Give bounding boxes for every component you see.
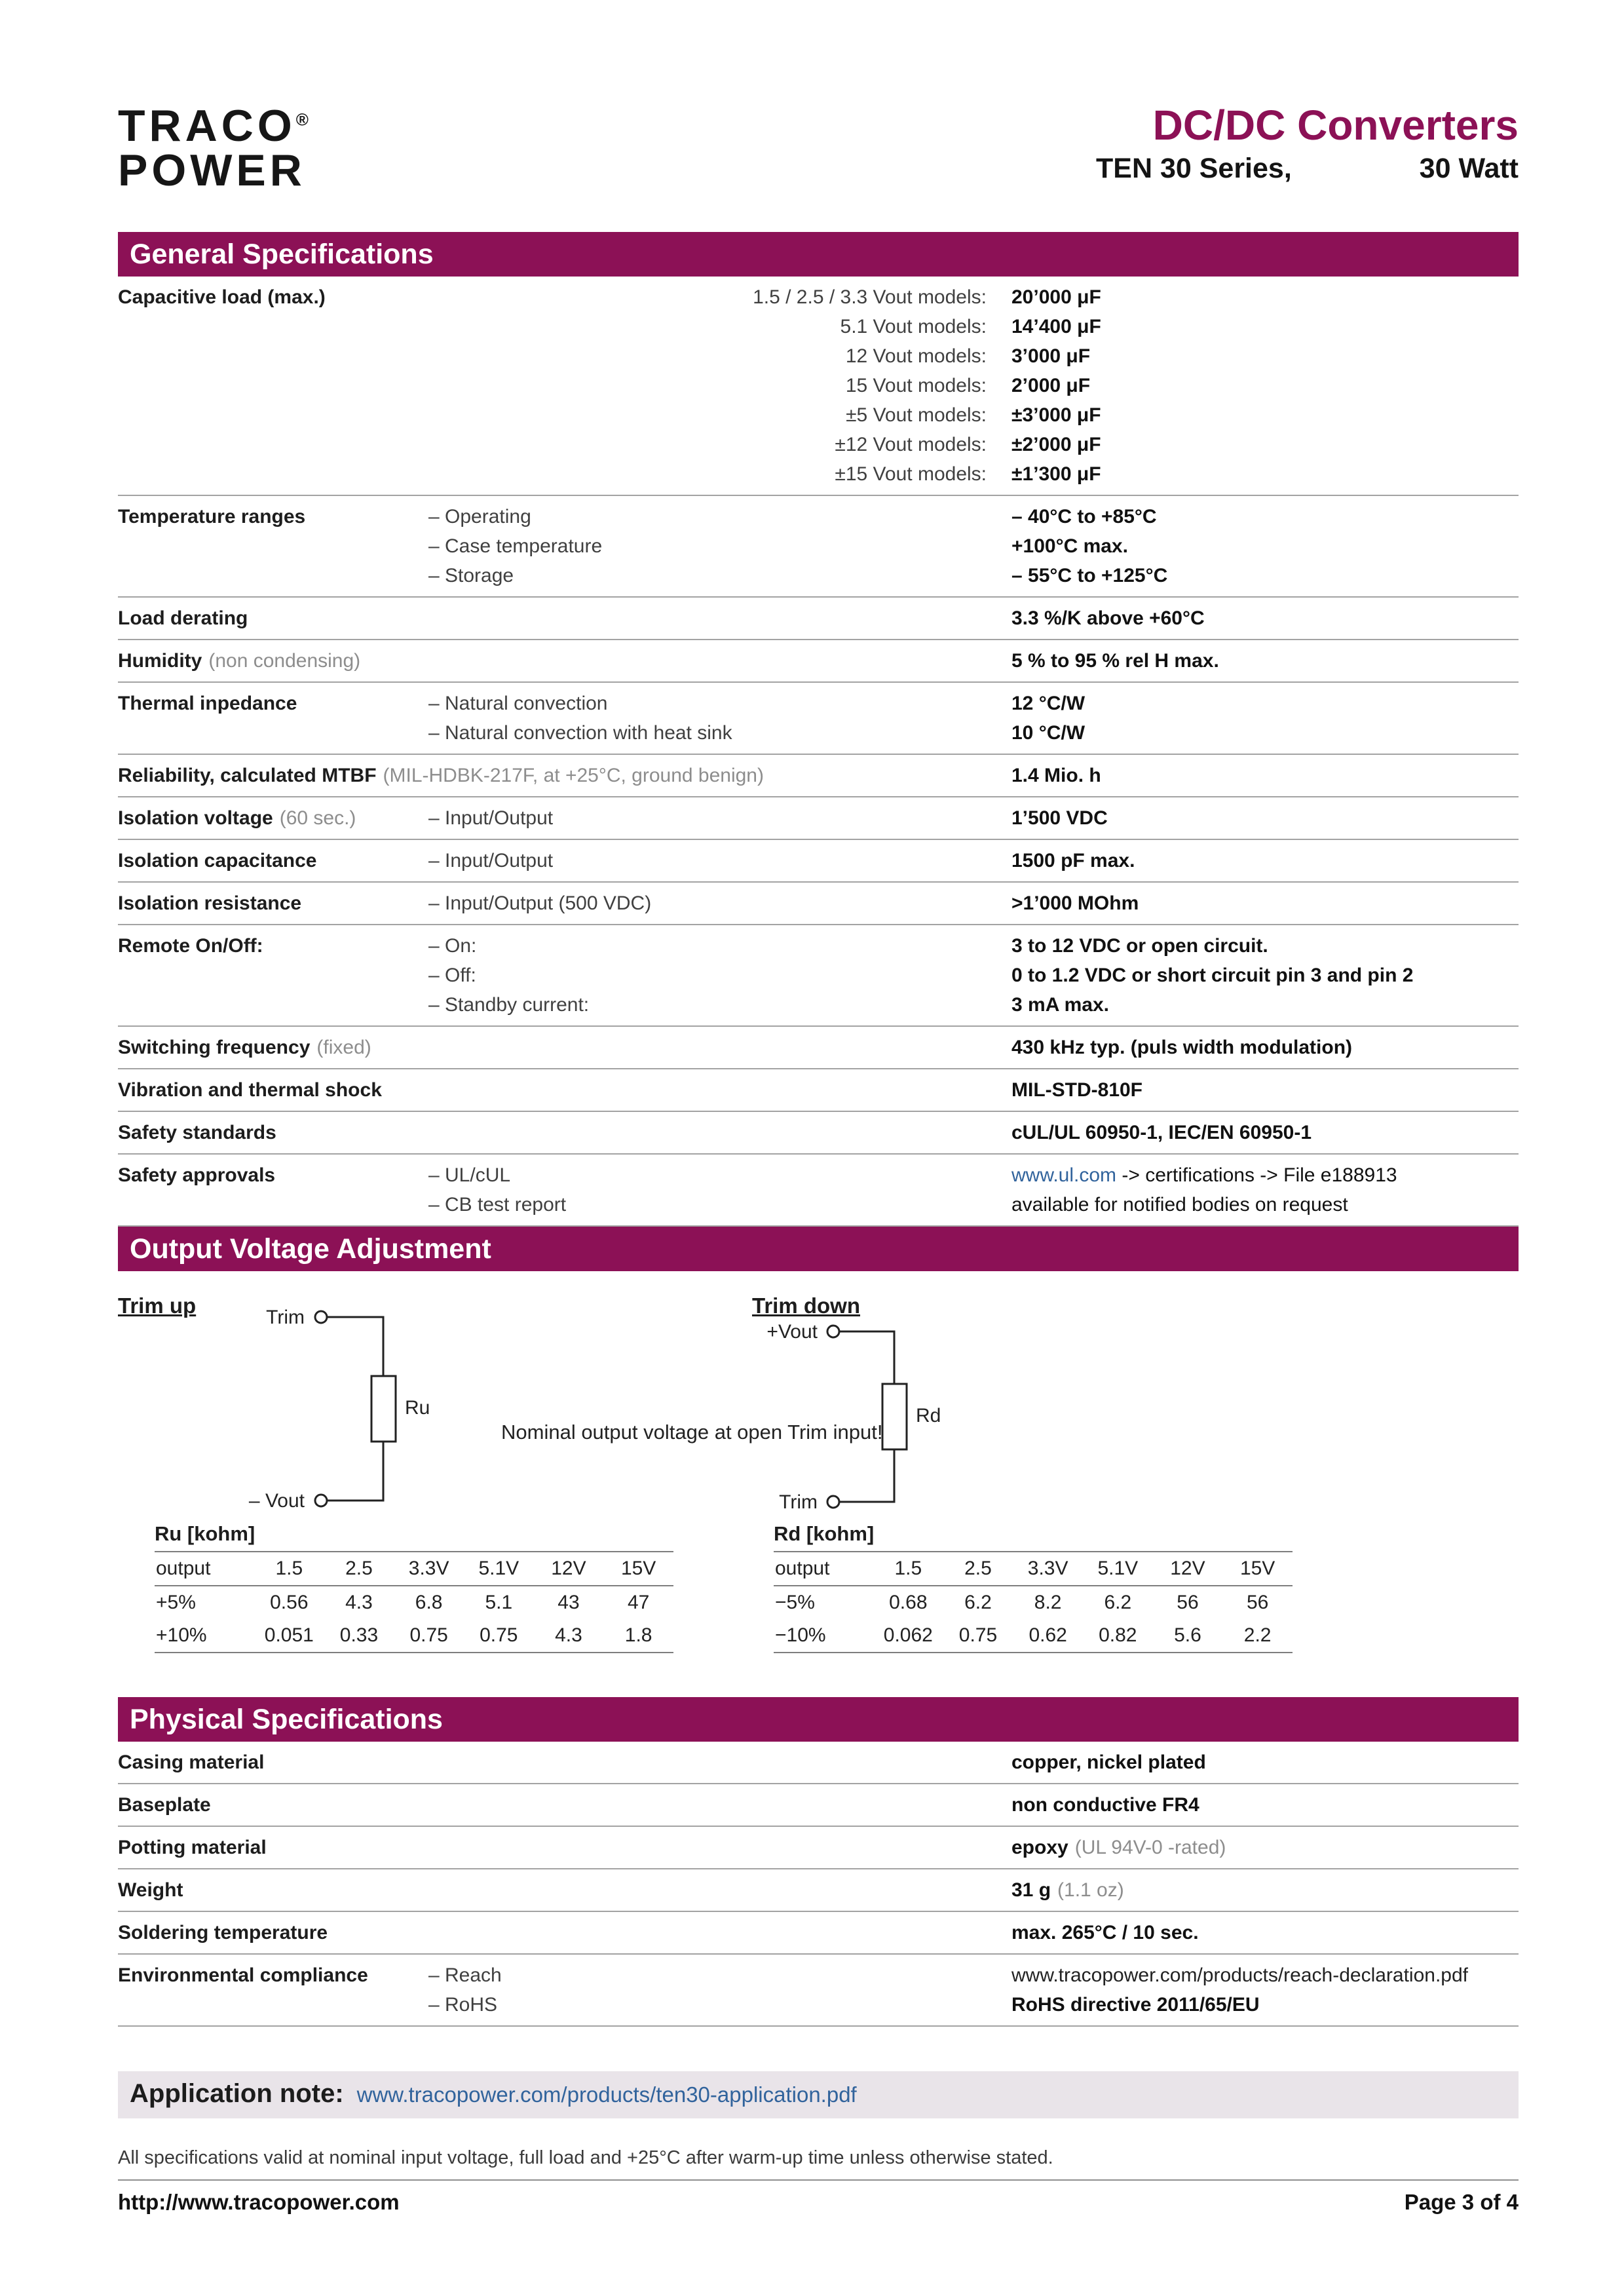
spec-row-thermal-impedance bbox=[118, 683, 1519, 755]
spec-label: Temperature ranges bbox=[118, 506, 306, 527]
spec-label: Vibration and thermal shock bbox=[118, 1079, 382, 1101]
spec-value: 1’500 VDC bbox=[1011, 807, 1108, 829]
spec-value: non conductive FR4 bbox=[1011, 1794, 1199, 1816]
table-header-cell: 12V bbox=[551, 1558, 586, 1579]
spec-label-note: (60 sec.) bbox=[279, 807, 356, 829]
model-label: 1.5 / 2.5 / 3.3 Vout models: bbox=[753, 286, 987, 308]
spec-sub: – Case temperature bbox=[428, 535, 603, 557]
application-note-bar bbox=[118, 2071, 1519, 2118]
rd-table-header-row bbox=[774, 1552, 1293, 1586]
spec-value: 3.3 %/K above +60°C bbox=[1011, 607, 1205, 629]
spec-sub: – Input/Output bbox=[428, 807, 554, 829]
spec-label: Casing material bbox=[118, 1751, 265, 1773]
table-cell: 56 bbox=[1177, 1592, 1199, 1613]
spec-value: 3’000 μF bbox=[1011, 345, 1091, 367]
table-cell: 6.8 bbox=[415, 1592, 443, 1613]
wattage: 30 Watt bbox=[1419, 153, 1519, 185]
table-cell: −10% bbox=[775, 1624, 826, 1646]
spec-value bbox=[1011, 1833, 1519, 1862]
spec-sub: – Operating bbox=[428, 506, 531, 527]
output-voltage-adjustment-section bbox=[118, 1271, 1519, 1697]
spec-sub-list bbox=[428, 931, 1011, 1020]
table-cell: 0.75 bbox=[409, 1624, 448, 1646]
spec-value: >1’000 MOhm bbox=[1011, 892, 1139, 914]
ru-table-header-row bbox=[155, 1552, 673, 1586]
wire bbox=[839, 1331, 894, 1384]
spec-label: Thermal inpedance bbox=[118, 693, 297, 714]
table-header-cell: output bbox=[775, 1558, 830, 1579]
spec-label: Remote On/Off: bbox=[118, 935, 263, 957]
spec-sub: – Natural convection with heat sink bbox=[428, 722, 732, 744]
physical-specifications-table bbox=[118, 1742, 1519, 2027]
spec-label-text: Humidity bbox=[118, 650, 202, 672]
registered-mark: ® bbox=[295, 109, 309, 130]
spec-value-list bbox=[1011, 1160, 1519, 1219]
wire bbox=[839, 1449, 894, 1502]
section-header-physical-specifications: Physical Specifications bbox=[118, 1697, 1519, 1742]
spec-value: MIL-STD-810F bbox=[1011, 1079, 1143, 1101]
spec-label-text: Reliability, calculated MTBF bbox=[118, 765, 377, 786]
table-cell: 0.75 bbox=[480, 1624, 518, 1646]
table-header-cell: 15V bbox=[1239, 1558, 1275, 1579]
resistor-rd bbox=[882, 1384, 907, 1449]
spec-value-list bbox=[1011, 931, 1519, 1020]
spec-value: 3 to 12 VDC or open circuit. bbox=[1011, 935, 1268, 957]
spec-value: 14’400 μF bbox=[1011, 316, 1101, 337]
trim-down-top-terminal-label: +Vout bbox=[766, 1321, 818, 1343]
spec-sub: – On: bbox=[428, 935, 477, 957]
table-cell: 47 bbox=[627, 1592, 650, 1613]
spec-value: 3 mA max. bbox=[1011, 994, 1109, 1016]
model-label: ±15 Vout models: bbox=[835, 463, 987, 485]
spec-value: cUL/UL 60950-1, IEC/EN 60950-1 bbox=[1011, 1122, 1312, 1143]
table-row bbox=[155, 1619, 673, 1653]
spec-sub: – Storage bbox=[428, 565, 514, 586]
spec-value: 20’000 μF bbox=[1011, 286, 1101, 308]
table-cell: 0.062 bbox=[883, 1624, 933, 1646]
table-cell: 0.82 bbox=[1099, 1624, 1137, 1646]
resistor-ru-label: Ru bbox=[405, 1397, 430, 1419]
table-cell: 6.2 bbox=[964, 1592, 992, 1613]
spec-sub-list bbox=[428, 502, 1011, 590]
spec-sub: – UL/cUL bbox=[428, 1164, 511, 1186]
spec-label: Environmental compliance bbox=[118, 1964, 368, 1986]
terminal-circle bbox=[315, 1495, 327, 1506]
spec-value-note: (1.1 oz) bbox=[1057, 1879, 1124, 1901]
spec-value: copper, nickel plated bbox=[1011, 1751, 1206, 1773]
terminal-circle bbox=[315, 1311, 327, 1323]
table-row bbox=[774, 1619, 1293, 1653]
spec-value: – 40°C to +85°C bbox=[1011, 506, 1157, 527]
spec-row-safety-standards bbox=[118, 1112, 1519, 1155]
spec-row-soldering-temperature bbox=[118, 1912, 1519, 1955]
spec-value-note: (UL 94V-0 -rated) bbox=[1074, 1837, 1226, 1858]
table-cell: 0.68 bbox=[889, 1592, 928, 1613]
traco-power-logo bbox=[118, 101, 309, 195]
spec-value: ±1’300 μF bbox=[1011, 463, 1101, 485]
spec-value: max. 265°C / 10 sec. bbox=[1011, 1922, 1199, 1943]
document-subtitle bbox=[1096, 153, 1519, 185]
table-cell: +10% bbox=[156, 1624, 207, 1646]
spec-value: 5 % to 95 % rel H max. bbox=[1011, 650, 1219, 672]
spec-sub: – Input/Output (500 VDC) bbox=[428, 892, 652, 914]
table-cell: 0.051 bbox=[264, 1624, 314, 1646]
logo-word-traco: TRACO bbox=[118, 101, 296, 151]
spec-row-potting-material bbox=[118, 1827, 1519, 1869]
logo-line-1 bbox=[118, 101, 309, 151]
spec-value: – 55°C to +125°C bbox=[1011, 565, 1168, 586]
specifications-disclaimer: All specifications valid at nominal input voltage, full load and +25°C after warm-up time unless otherwise stated. bbox=[118, 2147, 1053, 2168]
spec-label: Isolation capacitance bbox=[118, 850, 317, 871]
spec-row-humidity bbox=[118, 640, 1519, 683]
spec-label: Load derating bbox=[118, 607, 248, 629]
table-row bbox=[155, 1586, 673, 1619]
table-cell: 56 bbox=[1246, 1592, 1269, 1613]
table-cell: 6.2 bbox=[1104, 1592, 1132, 1613]
spec-label: Isolation resistance bbox=[118, 892, 302, 914]
page-footer bbox=[118, 2190, 1519, 2215]
spec-sub: – Reach bbox=[428, 1964, 502, 1986]
table-cell: 1.8 bbox=[624, 1624, 652, 1646]
resistor-rd-label: Rd bbox=[916, 1405, 941, 1426]
ru-table-title: Ru [kohm] bbox=[155, 1522, 255, 1545]
page-header bbox=[118, 0, 1519, 193]
wire bbox=[327, 1317, 383, 1376]
spec-row-safety-approvals bbox=[118, 1155, 1519, 1227]
spec-row-mtbf bbox=[118, 755, 1519, 797]
table-row bbox=[774, 1586, 1293, 1619]
table-header-cell: 1.5 bbox=[894, 1558, 922, 1579]
spec-label-text: Switching frequency bbox=[118, 1037, 311, 1058]
table-header-cell: 5.1V bbox=[1097, 1558, 1139, 1579]
table-cell: −5% bbox=[775, 1592, 815, 1613]
table-header-cell: 5.1V bbox=[478, 1558, 519, 1579]
spec-sub: – Off: bbox=[428, 965, 476, 986]
rd-table bbox=[774, 1522, 1293, 1653]
spec-value-list bbox=[1011, 1961, 1519, 2019]
table-cell: 43 bbox=[557, 1592, 580, 1613]
table-header-cell: 2.5 bbox=[964, 1558, 992, 1579]
table-cell: 8.2 bbox=[1034, 1592, 1062, 1613]
spec-row-weight bbox=[118, 1869, 1519, 1912]
ul-certification-line bbox=[1011, 1160, 1519, 1190]
trim-up-bottom-terminal-label: – Vout bbox=[248, 1490, 305, 1512]
spec-label: Potting material bbox=[118, 1837, 267, 1858]
general-specifications-table bbox=[118, 277, 1519, 1227]
spec-row-load-derating bbox=[118, 598, 1519, 640]
trim-up-top-terminal-label: Trim bbox=[266, 1307, 305, 1328]
document-title: DC/DC Converters bbox=[1152, 102, 1519, 149]
spec-row-temperature-ranges bbox=[118, 496, 1519, 598]
trim-up-diagram bbox=[229, 1291, 504, 1527]
footer-divider bbox=[118, 2179, 1519, 2181]
table-cell: 0.56 bbox=[270, 1592, 309, 1613]
spec-value: 2’000 μF bbox=[1011, 375, 1091, 396]
spec-label-text: Isolation voltage bbox=[118, 807, 273, 829]
trim-down-title: Trim down bbox=[752, 1293, 860, 1318]
table-cell: 4.3 bbox=[345, 1592, 373, 1613]
spec-value: 10 °C/W bbox=[1011, 722, 1086, 744]
spec-value-text: epoxy bbox=[1011, 1837, 1068, 1858]
terminal-circle bbox=[827, 1496, 839, 1508]
table-header-cell: output bbox=[156, 1558, 211, 1579]
spec-label-note: (non condensing) bbox=[208, 650, 361, 672]
spec-row-baseplate bbox=[118, 1784, 1519, 1827]
spec-row-isolation-voltage bbox=[118, 797, 1519, 840]
table-cell: 4.3 bbox=[555, 1624, 582, 1646]
spec-value: 0 to 1.2 VDC or short circuit pin 3 and pin 2 bbox=[1011, 965, 1414, 986]
spec-sub: – Standby current: bbox=[428, 994, 590, 1016]
spec-value: ±3’000 μF bbox=[1011, 404, 1101, 426]
spec-sub: – Input/Output bbox=[428, 850, 554, 871]
terminal-circle bbox=[827, 1326, 839, 1337]
reach-declaration-link[interactable]: www.tracopower.com/products/reach-declaration.pdf bbox=[1011, 1964, 1469, 1986]
table-cell: 0.33 bbox=[339, 1624, 379, 1646]
spec-sub: – Natural convection bbox=[428, 693, 608, 714]
wire bbox=[327, 1442, 383, 1501]
page-number: Page 3 of 4 bbox=[1404, 2190, 1519, 2214]
table-header-cell: 15V bbox=[620, 1558, 656, 1579]
spec-value-list bbox=[1011, 502, 1519, 590]
spec-sub: – RoHS bbox=[428, 1994, 498, 2016]
ul-certification-path: -> certifications -> File e188913 bbox=[1116, 1164, 1397, 1186]
model-label: 12 Vout models: bbox=[845, 345, 987, 367]
document-title-block bbox=[1096, 104, 1519, 185]
model-label: ±5 Vout models: bbox=[846, 404, 987, 426]
spec-label bbox=[118, 761, 1011, 790]
spec-sub-list bbox=[428, 1160, 1011, 1219]
application-note-label: Application note: bbox=[130, 2079, 344, 2108]
spec-row-isolation-capacitance bbox=[118, 840, 1519, 883]
table-cell: 2.2 bbox=[1243, 1624, 1272, 1646]
spec-label bbox=[118, 803, 428, 833]
spec-value: 1500 pF max. bbox=[1011, 850, 1135, 871]
model-label: 5.1 Vout models: bbox=[840, 316, 987, 337]
spec-value: 1.4 Mio. h bbox=[1011, 765, 1101, 786]
spec-sub-list bbox=[428, 689, 1011, 748]
section-header-output-voltage-adjustment: Output Voltage Adjustment bbox=[118, 1227, 1519, 1271]
table-cell: 0.75 bbox=[958, 1624, 998, 1646]
spec-label: Safety approvals bbox=[118, 1164, 276, 1186]
application-note-link[interactable]: www.tracopower.com/products/ten30-application.pdf bbox=[356, 2082, 857, 2107]
spec-label: Baseplate bbox=[118, 1794, 211, 1816]
spec-row-environmental-compliance bbox=[118, 1955, 1519, 2027]
capacitive-model-list bbox=[428, 282, 1011, 489]
spec-value: ±2’000 μF bbox=[1011, 434, 1101, 455]
spec-label: Soldering temperature bbox=[118, 1922, 328, 1943]
resistor-ru bbox=[371, 1376, 396, 1442]
spec-label bbox=[118, 646, 1011, 676]
spec-label: Safety standards bbox=[118, 1122, 276, 1143]
table-cell: 0.62 bbox=[1029, 1624, 1067, 1646]
table-header-cell: 3.3V bbox=[1027, 1558, 1068, 1579]
spec-label-note: (MIL-HDBK-217F, at +25°C, ground benign) bbox=[383, 765, 764, 786]
cb-report-note: available for notified bodies on request bbox=[1011, 1194, 1348, 1215]
spec-value: 430 kHz typ. (puls width modulation) bbox=[1011, 1037, 1353, 1058]
spec-row-capacitive-load bbox=[118, 277, 1519, 496]
spec-value-text: 31 g bbox=[1011, 1879, 1051, 1901]
spec-label bbox=[118, 1033, 1011, 1062]
trim-down-bottom-terminal-label: Trim bbox=[779, 1491, 818, 1513]
series-name: TEN 30 Series, bbox=[1096, 153, 1292, 185]
table-cell: 5.6 bbox=[1174, 1624, 1201, 1646]
ru-table bbox=[155, 1522, 673, 1653]
model-label: ±12 Vout models: bbox=[835, 434, 987, 455]
logo-word-power: POWER bbox=[118, 145, 306, 195]
model-label: 15 Vout models: bbox=[845, 375, 987, 396]
spec-row-isolation-resistance bbox=[118, 883, 1519, 925]
trim-up-title: Trim up bbox=[118, 1293, 197, 1318]
spec-label-note: (fixed) bbox=[316, 1037, 371, 1058]
rohs-directive: RoHS directive 2011/65/EU bbox=[1011, 1994, 1260, 2016]
spec-value bbox=[1011, 1875, 1519, 1905]
spec-value: 12 °C/W bbox=[1011, 693, 1086, 714]
table-cell: 5.1 bbox=[485, 1592, 513, 1613]
table-header-cell: 1.5 bbox=[275, 1558, 303, 1579]
spec-row-vibration-shock bbox=[118, 1069, 1519, 1112]
spec-row-casing-material bbox=[118, 1742, 1519, 1784]
tracopower-url[interactable]: http://www.tracopower.com bbox=[118, 2190, 400, 2214]
spec-sub: – CB test report bbox=[428, 1194, 567, 1215]
spec-label: Capacitive load (max.) bbox=[118, 286, 326, 308]
section-header-general-specifications: General Specifications bbox=[118, 232, 1519, 277]
spec-value-list bbox=[1011, 689, 1519, 748]
spec-row-switching-frequency bbox=[118, 1027, 1519, 1069]
nominal-output-note: Nominal output voltage at open Trim input! bbox=[501, 1421, 883, 1444]
capacitive-value-list bbox=[1011, 282, 1519, 489]
rd-table-title: Rd [kohm] bbox=[774, 1522, 875, 1545]
ul-com-link[interactable]: www.ul.com bbox=[1011, 1164, 1117, 1186]
table-header-cell: 12V bbox=[1170, 1558, 1205, 1579]
spec-label: Weight bbox=[118, 1879, 183, 1901]
table-header-cell: 3.3V bbox=[408, 1558, 449, 1579]
trim-down-diagram bbox=[721, 1305, 1035, 1528]
spec-sub-list bbox=[428, 1961, 1011, 2019]
table-header-cell: 2.5 bbox=[345, 1558, 373, 1579]
spec-value: +100°C max. bbox=[1011, 535, 1128, 557]
table-cell: +5% bbox=[156, 1592, 196, 1613]
spec-row-remote-on-off bbox=[118, 925, 1519, 1027]
